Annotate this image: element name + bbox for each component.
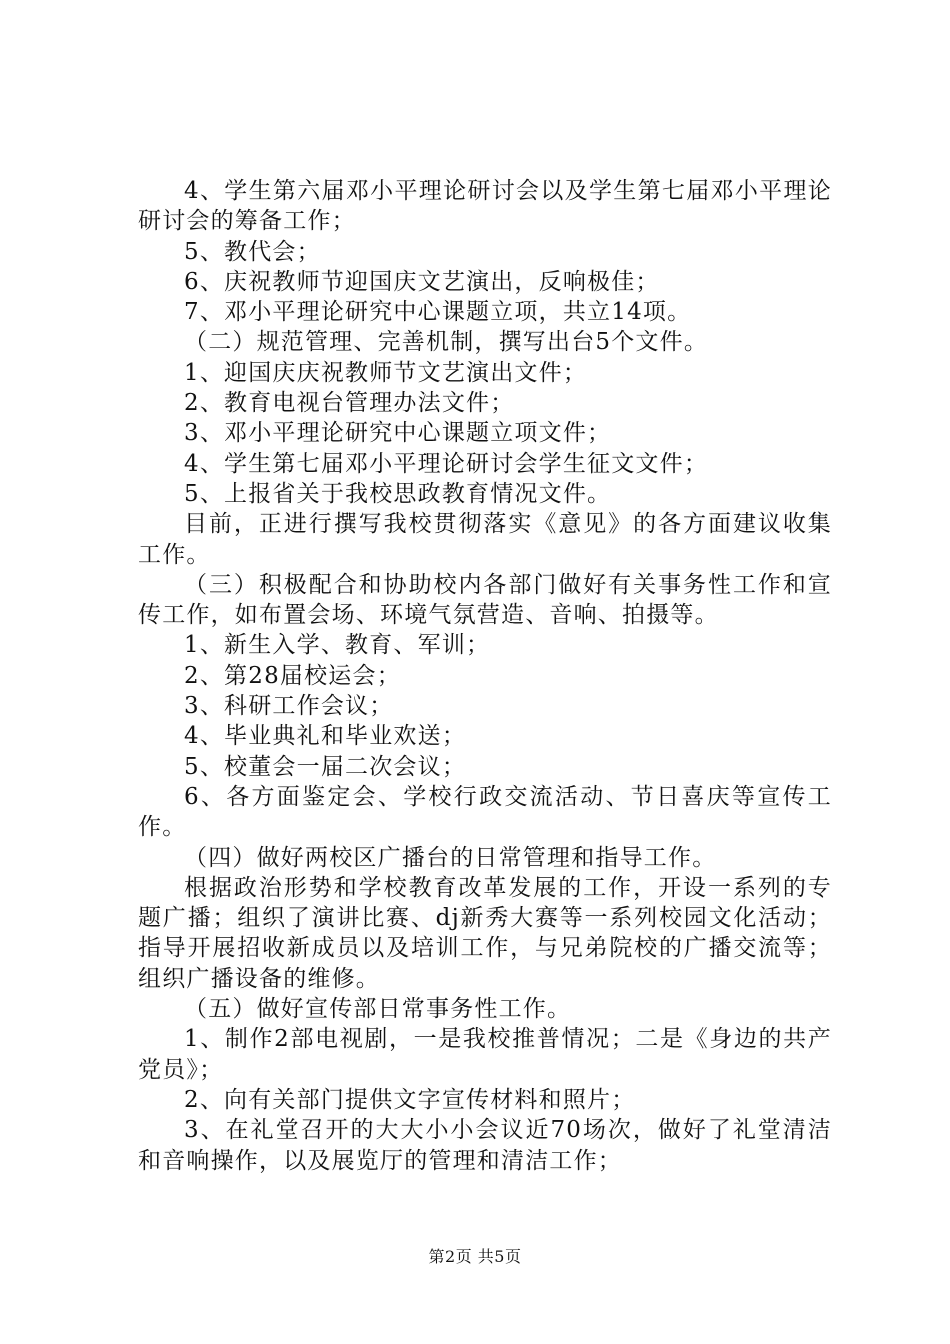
paragraph: 5、上报省关于我校思政教育情况文件。 (184, 480, 612, 507)
paragraph: 2、第28届校运会； (184, 662, 401, 689)
paragraph: 3、邓小平理论研究中心课题立项文件； (184, 420, 612, 447)
document-body (138, 176, 832, 1176)
paragraph: 7、邓小平理论研究中心课题立项，共立14项。 (184, 299, 692, 326)
paragraph: 2、向有关部门提供文字宣传材料和照片； (184, 1086, 636, 1113)
paragraph: 根据政治形势和学校教育改革发展的工作，开设一系列的专题广播；组织了演讲比赛、dj新秀大赛等一系列校园文化活动；指导开展招收新成员以及培训工作，与兄弟院校的广播交流等；组织广播设备的维修。 (138, 874, 832, 992)
paragraph: 5、教代会； (184, 238, 321, 265)
paragraph: 目前，正进行撰写我校贯彻落实《意见》的各方面建议收集工作。 (138, 511, 832, 568)
section-heading: （三）积极配合和协助校内各部门做好有关事务性工作和宣传工作，如布置会场、环境气氛营造、音响、拍摄等。 (138, 571, 832, 629)
paragraph: 4、毕业典礼和毕业欢送； (184, 723, 467, 750)
paragraph: 3、科研工作会议； (184, 693, 394, 720)
page-number-footer: 第2页 共5页 (428, 1247, 522, 1266)
paragraph: 6、各方面鉴定会、学校行政交流活动、节日喜庆等宣传工作。 (138, 783, 832, 841)
section-heading: （二）规范管理、完善机制，撰写出台5个文件。 (184, 329, 709, 356)
paragraph: 4、学生第七届邓小平理论研讨会学生征文文件； (184, 450, 709, 477)
section-heading: （五）做好宣传部日常事务性工作。 (184, 996, 572, 1023)
paragraph: 1、迎国庆庆祝教师节文艺演出文件； (184, 359, 588, 386)
paragraph: 6、庆祝教师节迎国庆文艺演出，反响极佳； (184, 268, 660, 295)
paragraph: 2、教育电视台管理办法文件； (184, 390, 515, 417)
paragraph: 5、校董会一届二次会议； (184, 753, 467, 780)
section-heading: （四）做好两校区广播台的日常管理和指导工作。 (184, 844, 717, 871)
paragraph: 1、新生入学、教育、军训； (184, 632, 491, 659)
paragraph: 4、学生第六届邓小平理论研讨会以及学生第七届邓小平理论研讨会的筹备工作； (138, 178, 832, 235)
paragraph: 3、在礼堂召开的大大小小会议近70场次，做好了礼堂清洁和音响操作，以及展览厅的管理和清洁工作； (138, 1117, 832, 1174)
paragraph: 1、制作2部电视剧，一是我校推普情况；二是《身边的共产党员》； (138, 1026, 832, 1083)
